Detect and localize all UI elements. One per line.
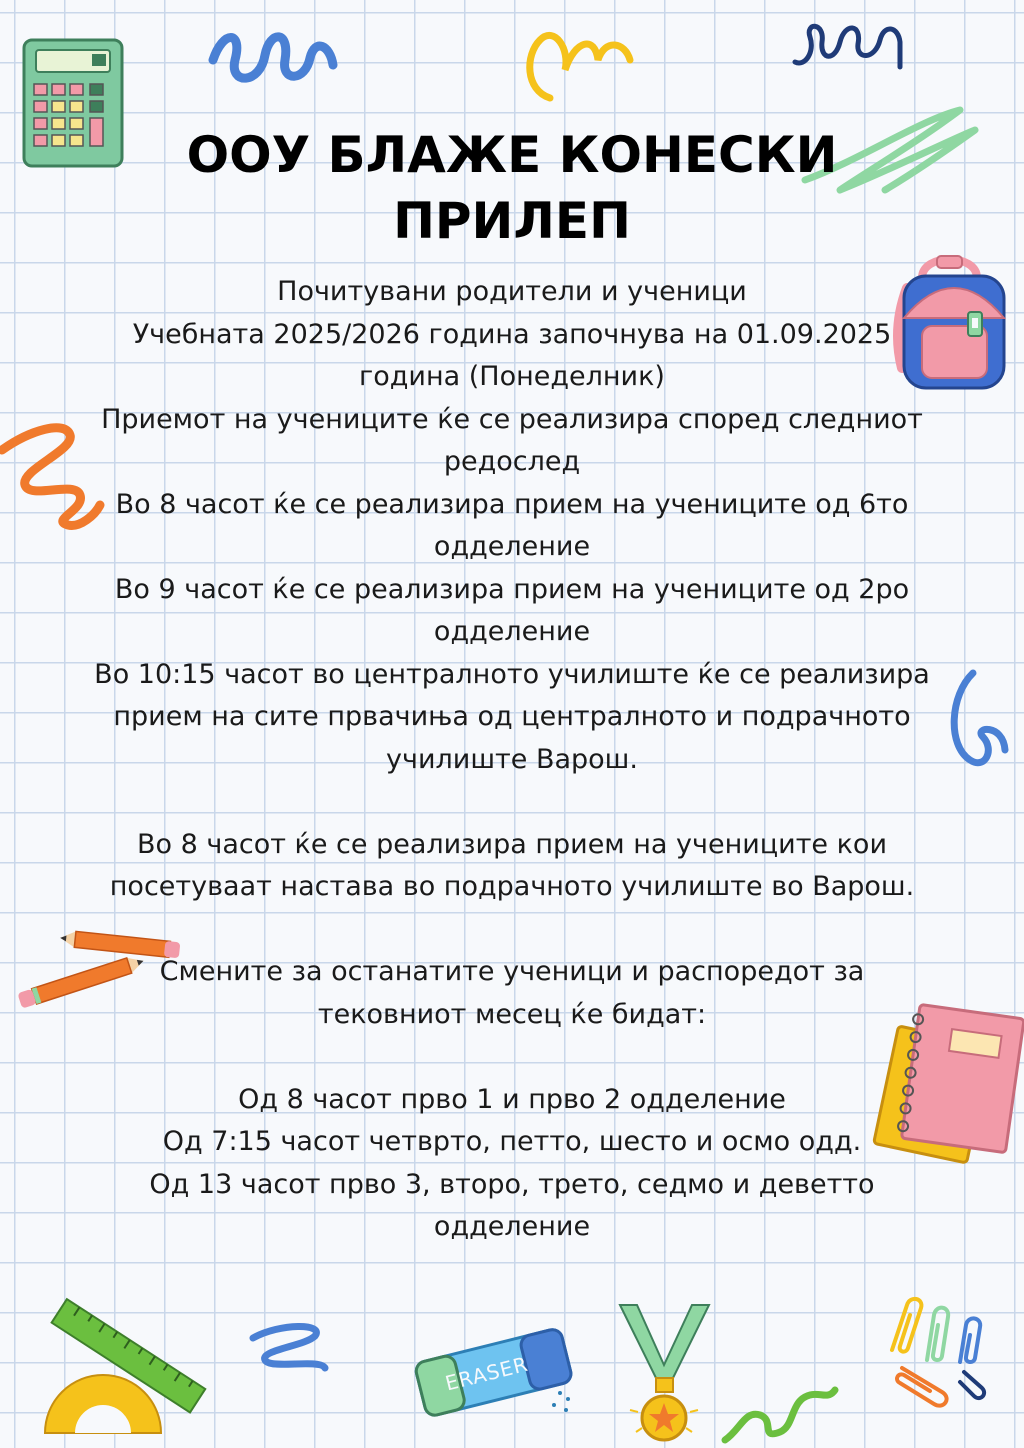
greeting: Почитувани родители и ученици xyxy=(277,276,747,307)
title-line-2: ПРИЛЕП xyxy=(393,192,631,250)
medal-icon xyxy=(612,1300,717,1445)
reception-8-paragraph: Во 8 часот ќе се реализира прием на учениците од 6то одделение xyxy=(115,488,909,562)
shift-line: Од 7:15 часот четврто, петто, шесто и осмо одд. xyxy=(162,1126,862,1157)
blue-squiggle-top xyxy=(205,20,340,100)
reception-1015-paragraph: Во 10:15 часот во централното училиште ќе се реализира прием на сите првачиња од централното и подрачното училиште Варош. xyxy=(94,658,930,775)
spacer xyxy=(90,1036,934,1079)
shift-line: Од 8 часот прво 1 и прво 2 одделение xyxy=(238,1083,786,1115)
shift-line: Од 13 часот прво 3, второ, трето, седмо и деветто одделение xyxy=(149,1168,875,1242)
title-line-1: ООУ БЛАЖЕ КОНЕСКИ xyxy=(186,126,838,184)
paperclips-icon xyxy=(872,1290,997,1405)
page-title xyxy=(0,122,1024,254)
blue-squiggle-bottom xyxy=(245,1318,335,1380)
ruler-protractor-icon xyxy=(40,1298,210,1438)
blue-curl-right xyxy=(945,665,1010,775)
reception-varosh-paragraph: Во 8 часот ќе се реализира прием на учениците кои посетуваат настава во подрачното училиште во Варош. xyxy=(109,828,915,902)
navy-scribble-top xyxy=(790,12,905,82)
school-year-paragraph: Учебната 2025/2026 година започнува на 01.09.2025 година (Понеделник) xyxy=(132,318,892,392)
reception-intro-paragraph: Приемот на учениците ќе се реализира според следниот редослед xyxy=(101,403,923,477)
announcement-body xyxy=(90,271,934,1249)
shifts-intro-paragraph: Смените за останатите ученици и распоредот за тековниот месец ќе бидат: xyxy=(159,956,865,1030)
eraser-icon xyxy=(408,1315,583,1420)
reception-9-paragraph: Во 9 часот ќе се реализира прием на учениците од 2ро одделение xyxy=(114,573,910,647)
spacer xyxy=(90,781,934,824)
green-squiggle-bottom xyxy=(720,1370,840,1448)
yellow-squiggle-top xyxy=(520,20,640,105)
eraser-label: ERASER xyxy=(442,1351,531,1396)
spacer xyxy=(90,909,934,952)
